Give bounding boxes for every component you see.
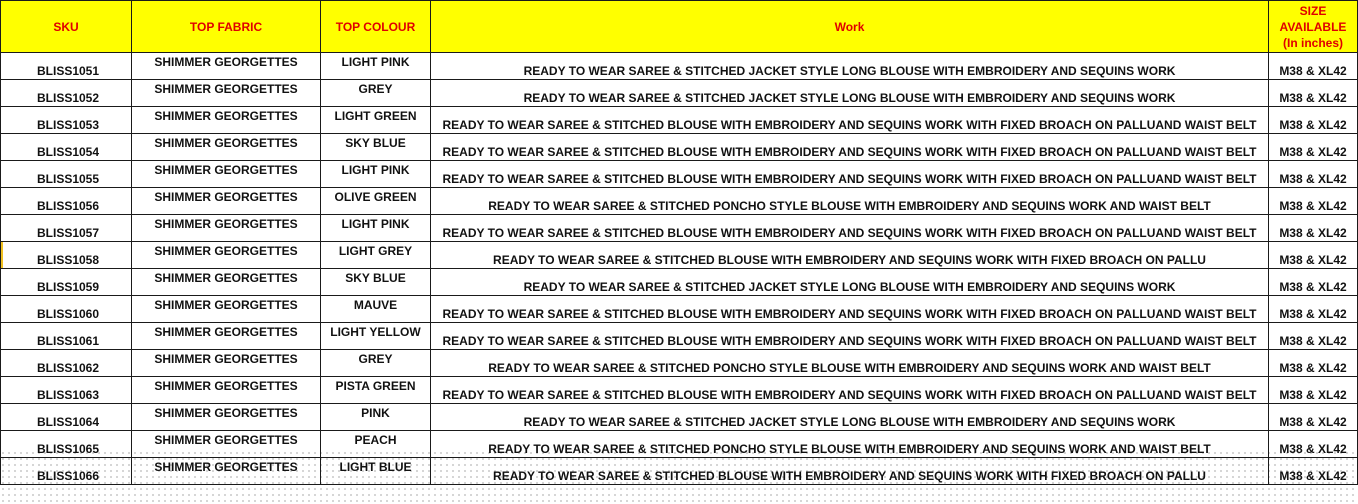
- top-colour-cell[interactable]: GREY: [321, 350, 431, 377]
- top-fabric-cell[interactable]: SHIMMER GEORGETTES: [132, 269, 321, 296]
- work-cell[interactable]: READY TO WEAR SAREE & STITCHED PONCHO STYLE BLOUSE WITH EMBROIDERY AND SEQUINS WORK AND WAIST BELT: [431, 350, 1269, 377]
- table-row[interactable]: [1, 161, 1358, 188]
- top-fabric-cell[interactable]: SHIMMER GEORGETTES: [132, 323, 321, 350]
- top-colour-cell[interactable]: LIGHT PINK: [321, 161, 431, 188]
- header-size-line2: AVAILABLE: [1279, 20, 1347, 34]
- size-available-cell[interactable]: M38 & XL42: [1269, 80, 1358, 107]
- top-colour-cell[interactable]: GREY: [321, 80, 431, 107]
- table-row[interactable]: [1, 242, 1358, 269]
- top-fabric-cell[interactable]: SHIMMER GEORGETTES: [132, 80, 321, 107]
- sku-cell[interactable]: BLISS1066: [1, 458, 132, 485]
- top-colour-cell[interactable]: MAUVE: [321, 296, 431, 323]
- size-available-cell[interactable]: M38 & XL42: [1269, 350, 1358, 377]
- work-cell[interactable]: READY TO WEAR SAREE & STITCHED PONCHO STYLE BLOUSE WITH EMBROIDERY AND SEQUINS WORK AND WAIST BELT: [431, 188, 1269, 215]
- top-fabric-cell[interactable]: SHIMMER GEORGETTES: [132, 350, 321, 377]
- sku-cell[interactable]: BLISS1064: [1, 404, 132, 431]
- table-row[interactable]: [1, 215, 1358, 242]
- size-available-cell[interactable]: M38 & XL42: [1269, 161, 1358, 188]
- header-size-line3: (In inches): [1282, 36, 1343, 50]
- size-available-cell[interactable]: M38 & XL42: [1269, 53, 1358, 80]
- top-fabric-cell[interactable]: SHIMMER GEORGETTES: [132, 215, 321, 242]
- sku-cell[interactable]: BLISS1055: [1, 161, 132, 188]
- work-cell[interactable]: READY TO WEAR SAREE & STITCHED PONCHO STYLE BLOUSE WITH EMBROIDERY AND SEQUINS WORK AND WAIST BELT: [431, 431, 1269, 458]
- table-row[interactable]: [1, 107, 1358, 134]
- empty-area: [0, 449, 1357, 504]
- top-fabric-cell[interactable]: SHIMMER GEORGETTES: [132, 296, 321, 323]
- sku-cell[interactable]: BLISS1056: [1, 188, 132, 215]
- sku-cell[interactable]: BLISS1065: [1, 431, 132, 458]
- size-available-cell[interactable]: M38 & XL42: [1269, 404, 1358, 431]
- size-available-cell[interactable]: M38 & XL42: [1269, 269, 1358, 296]
- top-fabric-cell[interactable]: SHIMMER GEORGETTES: [132, 431, 321, 458]
- top-colour-cell[interactable]: LIGHT PINK: [321, 215, 431, 242]
- work-cell[interactable]: READY TO WEAR SAREE & STITCHED BLOUSE WITH EMBROIDERY AND SEQUINS WORK WITH FIXED BROACH ON PALLU: [431, 458, 1269, 485]
- size-available-cell[interactable]: M38 & XL42: [1269, 296, 1358, 323]
- top-fabric-cell[interactable]: SHIMMER GEORGETTES: [132, 161, 321, 188]
- sku-cell[interactable]: BLISS1058: [1, 242, 132, 269]
- header-sku[interactable]: SKU: [1, 1, 132, 53]
- header-top-colour[interactable]: TOP COLOUR: [321, 1, 431, 53]
- sku-cell[interactable]: BLISS1060: [1, 296, 132, 323]
- table-row[interactable]: [1, 188, 1358, 215]
- table-row[interactable]: [1, 80, 1358, 107]
- table-row[interactable]: [1, 377, 1358, 404]
- work-cell[interactable]: READY TO WEAR SAREE & STITCHED BLOUSE WITH EMBROIDERY AND SEQUINS WORK WITH FIXED BROACH ON PALLUAND WAIST BELT: [431, 215, 1269, 242]
- table-row[interactable]: [1, 134, 1358, 161]
- top-fabric-cell[interactable]: SHIMMER GEORGETTES: [132, 188, 321, 215]
- size-available-cell[interactable]: M38 & XL42: [1269, 431, 1358, 458]
- work-cell[interactable]: READY TO WEAR SAREE & STITCHED BLOUSE WITH EMBROIDERY AND SEQUINS WORK WITH FIXED BROACH ON PALLU: [431, 242, 1269, 269]
- sku-cell[interactable]: BLISS1051: [1, 53, 132, 80]
- header-size-line1: SIZE: [1299, 4, 1327, 18]
- top-colour-cell[interactable]: LIGHT BLUE: [321, 458, 431, 485]
- table-row[interactable]: [1, 269, 1358, 296]
- sku-cell[interactable]: BLISS1063: [1, 377, 132, 404]
- top-colour-cell[interactable]: PINK: [321, 404, 431, 431]
- top-fabric-cell[interactable]: SHIMMER GEORGETTES: [132, 242, 321, 269]
- top-fabric-cell[interactable]: SHIMMER GEORGETTES: [132, 134, 321, 161]
- top-colour-cell[interactable]: SKY BLUE: [321, 134, 431, 161]
- top-colour-cell[interactable]: PEACH: [321, 431, 431, 458]
- size-available-cell[interactable]: M38 & XL42: [1269, 215, 1358, 242]
- top-colour-cell[interactable]: LIGHT GREY: [321, 242, 431, 269]
- work-cell[interactable]: READY TO WEAR SAREE & STITCHED JACKET STYLE LONG BLOUSE WITH EMBROIDERY AND SEQUINS WORK: [431, 53, 1269, 80]
- top-fabric-cell[interactable]: SHIMMER GEORGETTES: [132, 377, 321, 404]
- sku-cell[interactable]: BLISS1061: [1, 323, 132, 350]
- work-cell[interactable]: READY TO WEAR SAREE & STITCHED BLOUSE WITH EMBROIDERY AND SEQUINS WORK WITH FIXED BROACH ON PALLUAND WAIST BELT: [431, 296, 1269, 323]
- size-available-cell[interactable]: M38 & XL42: [1269, 458, 1358, 485]
- table-body: [1, 53, 1358, 485]
- top-fabric-cell[interactable]: SHIMMER GEORGETTES: [132, 404, 321, 431]
- top-colour-cell[interactable]: PISTA GREEN: [321, 377, 431, 404]
- top-colour-cell[interactable]: LIGHT PINK: [321, 53, 431, 80]
- size-available-cell[interactable]: M38 & XL42: [1269, 188, 1358, 215]
- work-cell[interactable]: READY TO WEAR SAREE & STITCHED JACKET STYLE LONG BLOUSE WITH EMBROIDERY AND SEQUINS WORK: [431, 80, 1269, 107]
- header-row: [1, 1, 1358, 53]
- sku-cell[interactable]: BLISS1053: [1, 107, 132, 134]
- header-size-available[interactable]: [1269, 1, 1358, 53]
- table-row[interactable]: [1, 350, 1358, 377]
- sku-cell[interactable]: BLISS1059: [1, 269, 132, 296]
- work-cell[interactable]: READY TO WEAR SAREE & STITCHED BLOUSE WITH EMBROIDERY AND SEQUINS WORK WITH FIXED BROACH ON PALLUAND WAIST BELT: [431, 377, 1269, 404]
- size-available-cell[interactable]: M38 & XL42: [1269, 107, 1358, 134]
- sku-cell[interactable]: BLISS1052: [1, 80, 132, 107]
- top-fabric-cell[interactable]: SHIMMER GEORGETTES: [132, 53, 321, 80]
- size-available-cell[interactable]: M38 & XL42: [1269, 134, 1358, 161]
- size-available-cell[interactable]: M38 & XL42: [1269, 323, 1358, 350]
- top-colour-cell[interactable]: SKY BLUE: [321, 269, 431, 296]
- work-cell[interactable]: READY TO WEAR SAREE & STITCHED JACKET STYLE LONG BLOUSE WITH EMBROIDERY AND SEQUINS WORK: [431, 404, 1269, 431]
- top-colour-cell[interactable]: OLIVE GREEN: [321, 188, 431, 215]
- work-cell[interactable]: READY TO WEAR SAREE & STITCHED BLOUSE WITH EMBROIDERY AND SEQUINS WORK WITH FIXED BROACH ON PALLUAND WAIST BELT: [431, 134, 1269, 161]
- table-row[interactable]: [1, 323, 1358, 350]
- table-row[interactable]: [1, 53, 1358, 80]
- top-colour-cell[interactable]: LIGHT GREEN: [321, 107, 431, 134]
- size-available-cell[interactable]: M38 & XL42: [1269, 242, 1358, 269]
- top-fabric-cell[interactable]: SHIMMER GEORGETTES: [132, 107, 321, 134]
- table-row[interactable]: [1, 296, 1358, 323]
- sku-cell[interactable]: BLISS1057: [1, 215, 132, 242]
- header-work[interactable]: Work: [431, 1, 1269, 53]
- top-colour-cell[interactable]: LIGHT YELLOW: [321, 323, 431, 350]
- work-cell[interactable]: READY TO WEAR SAREE & STITCHED JACKET STYLE LONG BLOUSE WITH EMBROIDERY AND SEQUINS WORK: [431, 269, 1269, 296]
- size-available-cell[interactable]: M38 & XL42: [1269, 377, 1358, 404]
- work-cell[interactable]: READY TO WEAR SAREE & STITCHED BLOUSE WITH EMBROIDERY AND SEQUINS WORK WITH FIXED BROACH ON PALLUAND WAIST BELT: [431, 323, 1269, 350]
- table-row[interactable]: [1, 404, 1358, 431]
- work-cell[interactable]: READY TO WEAR SAREE & STITCHED BLOUSE WITH EMBROIDERY AND SEQUINS WORK WITH FIXED BROACH ON PALLUAND WAIST BELT: [431, 161, 1269, 188]
- sku-cell[interactable]: BLISS1062: [1, 350, 132, 377]
- sku-cell[interactable]: BLISS1054: [1, 134, 132, 161]
- work-cell[interactable]: READY TO WEAR SAREE & STITCHED BLOUSE WITH EMBROIDERY AND SEQUINS WORK WITH FIXED BROACH ON PALLUAND WAIST BELT: [431, 107, 1269, 134]
- header-top-fabric[interactable]: TOP FABRIC: [132, 1, 321, 53]
- top-fabric-cell[interactable]: SHIMMER GEORGETTES: [132, 458, 321, 485]
